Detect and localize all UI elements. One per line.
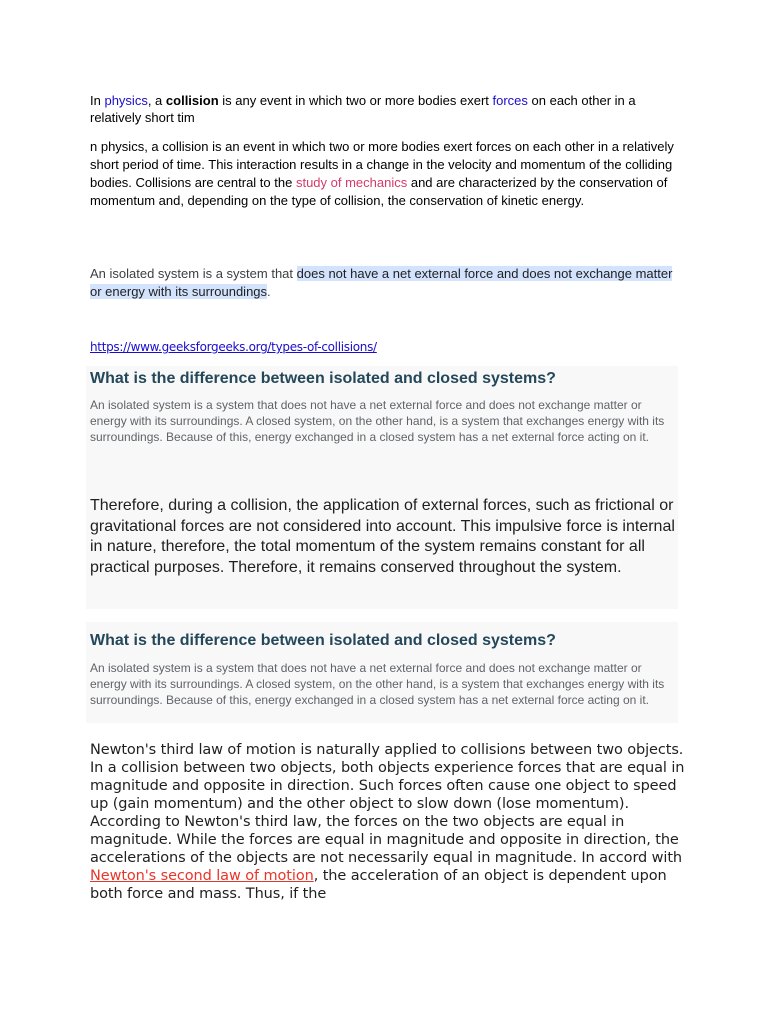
faq-answer: An isolated system is a system that does not have a net external force and does not exchange matter or energy with its surroundings. A closed system, on the other hand, is a system that exchanges energy with its surroundings. Because of this, energy exchanged in a closed system has a net external force acting on it. [90,398,665,444]
faq-question: What is the difference between isolated and closed systems? [90,370,556,387]
text: . [267,284,271,299]
forces-link[interactable]: forces [492,93,528,108]
collision-term: collision [165,93,219,108]
faq-question: What is the difference between isolated and closed systems? [90,632,556,649]
text: In [90,93,105,108]
faq-card [86,622,678,723]
text: on each other in a relatively short tim [90,93,636,125]
faq-answer: An isolated system is a system that does not have a net external force and does not exchange matter or energy with its surroundings. A closed system, on the other hand, is a system that exchanges energy with its surroundings. Because of this, energy exchanged in a closed system has a net external force acting on it. [90,661,665,707]
study-of-mechanics-link[interactable]: study of mechanics [295,175,408,190]
text: Newton's third law of motion is naturally applied to collisions between two objects. In a collision between two objects, both objects experience forces that are equal in magnitude and opposite in direction. Such forces often cause one object to speed up (gain momentum) and the other object to slow down (lose momentum). According to Newton's third law, the forces on the two objects are equal in magnitude. While the forces are equal in magnitude and opposite in direction, the accelerations of the objects are not necessarily equal in magnitude. In accord with [90,742,685,866]
isolated-system-paragraph [90,265,680,301]
momentum-paragraph: Therefore, during a collision, the application of external forces, such as frictional or gravitational forces are not considered into account. This impulsive force is internal in nature, therefore, the total momentum of the system remains constant for all practical purposes. Therefore, it remains conserved throughout the system. [90,497,675,576]
text: , the acceleration of an object is dependent upon both force and mass. Thus, if the [90,868,667,902]
text: is any event in which two or more bodies exert [218,93,493,108]
text: and are characterized by the conservation of momentum and, depending on the type of collision, the conservation of kinetic energy. [90,175,668,208]
intro-paragraph [90,92,680,126]
text: n physics, a collision is an event in which two or more bodies exert forces on each other in a relatively short period of time. This interaction results in a change in the velocity and momentum of the colliding bodies. Collisions are central to the [90,139,674,190]
newtons-second-law-link[interactable]: Newton's second law of motion [90,868,314,884]
newton-third-law-paragraph [90,741,690,903]
text: , a [147,93,166,108]
physics-link[interactable]: physics [104,93,148,108]
text: An isolated system is a system that [90,266,297,281]
faq-card [86,366,678,467]
collision-definition-paragraph [90,138,680,210]
source-url-link[interactable]: https://www.geeksforgeeks.org/types-of-collisions/ [90,340,377,354]
highlighted-text: does not have a net external force and does not exchange matter or energy with its surroundings [90,266,673,299]
